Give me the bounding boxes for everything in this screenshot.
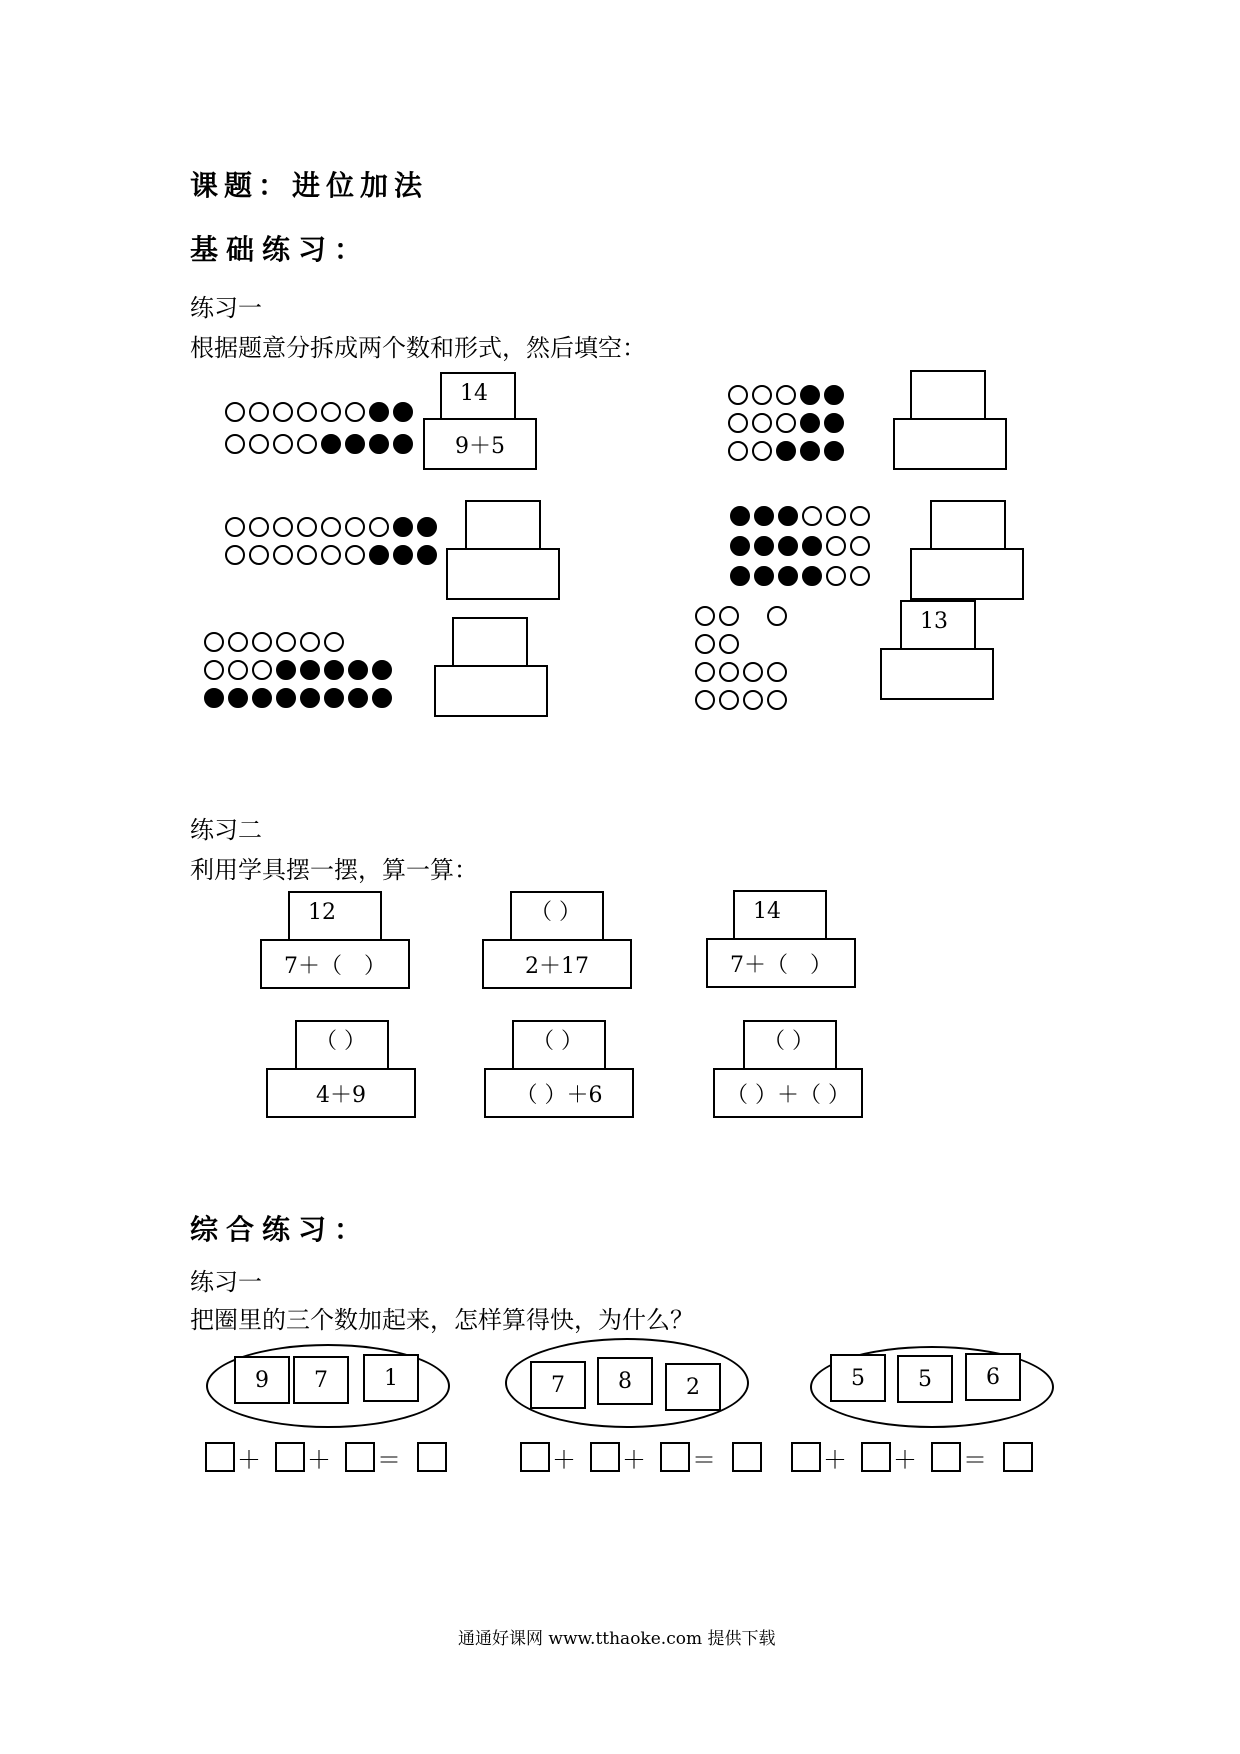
filled-circle <box>802 566 822 586</box>
exercise-1-instruction: 根据题意分拆成两个数和形式，然后填空： <box>190 334 646 362</box>
sum-box[interactable] <box>465 500 541 550</box>
filled-circle <box>754 566 774 586</box>
empty-circle <box>276 632 296 652</box>
answer-square[interactable] <box>520 1442 550 1472</box>
number-box: 8 <box>597 1357 653 1405</box>
filled-circle <box>824 413 844 433</box>
empty-circle <box>225 517 245 537</box>
number-box: 5 <box>830 1354 886 1402</box>
empty-circle <box>752 385 772 405</box>
empty-circle <box>743 690 763 710</box>
plus-sign: ＋ <box>823 1446 847 1474</box>
empty-circle <box>297 402 317 422</box>
empty-circle <box>324 632 344 652</box>
empty-circle <box>752 441 772 461</box>
empty-circle <box>369 517 389 537</box>
empty-circle <box>273 545 293 565</box>
empty-circle <box>850 506 870 526</box>
answer-square[interactable] <box>660 1442 690 1472</box>
sum-box[interactable]: 14 <box>440 372 516 422</box>
filled-circle <box>417 517 437 537</box>
empty-circle <box>728 385 748 405</box>
empty-circle <box>826 506 846 526</box>
empty-circle <box>826 566 846 586</box>
filled-circle <box>372 688 392 708</box>
filled-circle <box>393 545 413 565</box>
number-box: 7 <box>293 1356 349 1404</box>
filled-circle <box>345 434 365 454</box>
empty-circle <box>297 434 317 454</box>
empty-circle <box>802 506 822 526</box>
empty-circle <box>225 434 245 454</box>
addends-box[interactable] <box>446 548 560 600</box>
filled-circle <box>252 688 272 708</box>
addends-box[interactable] <box>893 418 1007 470</box>
filled-circle <box>369 434 389 454</box>
empty-circle <box>695 606 715 626</box>
empty-circle <box>719 634 739 654</box>
filled-circle <box>754 536 774 556</box>
empty-circle <box>345 402 365 422</box>
empty-circle <box>776 413 796 433</box>
filled-circle <box>204 688 224 708</box>
addends-box[interactable] <box>434 665 548 717</box>
empty-circle <box>297 545 317 565</box>
empty-circle <box>743 662 763 682</box>
filled-circle <box>824 441 844 461</box>
filled-circle <box>393 434 413 454</box>
filled-circle <box>800 413 820 433</box>
filled-circle <box>348 660 368 680</box>
empty-circle <box>249 545 269 565</box>
filled-circle <box>730 566 750 586</box>
filled-circle <box>730 506 750 526</box>
exercise-2-label: 练习二 <box>190 816 262 844</box>
number-box: 1 <box>363 1354 419 1402</box>
empty-circle <box>719 606 739 626</box>
empty-circle <box>228 632 248 652</box>
empty-circle <box>249 402 269 422</box>
empty-circle <box>300 632 320 652</box>
plus-sign: ＋ <box>622 1446 646 1474</box>
filled-circle <box>393 402 413 422</box>
empty-circle <box>728 413 748 433</box>
filled-circle <box>824 385 844 405</box>
empty-circle <box>249 517 269 537</box>
empty-circle <box>252 632 272 652</box>
empty-circle <box>249 434 269 454</box>
filled-circle <box>276 688 296 708</box>
equation-box[interactable]: （ ）＋（ ） <box>713 1068 863 1118</box>
empty-circle <box>728 441 748 461</box>
comprehensive-section-heading: 综合练习： <box>190 1213 371 1246</box>
equals-sign: ＝ <box>963 1446 987 1474</box>
sum-box[interactable] <box>910 370 986 420</box>
number-box: 5 <box>897 1355 953 1403</box>
filled-circle <box>800 441 820 461</box>
sum-box[interactable] <box>452 617 528 667</box>
empty-circle <box>228 660 248 680</box>
number-box: 9 <box>234 1356 290 1404</box>
empty-circle <box>719 690 739 710</box>
filled-circle <box>802 536 822 556</box>
empty-circle <box>297 517 317 537</box>
answer-square[interactable] <box>345 1442 375 1472</box>
empty-circle <box>850 536 870 556</box>
filled-circle <box>730 536 750 556</box>
filled-circle <box>369 545 389 565</box>
empty-circle <box>776 385 796 405</box>
filled-circle <box>348 688 368 708</box>
sum-box[interactable]: 13 <box>900 600 976 650</box>
sum-box[interactable] <box>930 500 1006 550</box>
sum-box[interactable]: （ ） <box>743 1020 837 1070</box>
empty-circle <box>719 662 739 682</box>
page-title: 课题：进位加法 <box>190 169 429 202</box>
number-box: 2 <box>665 1363 721 1411</box>
equation-box[interactable]: 7＋（ ） <box>706 938 856 988</box>
empty-circle <box>204 660 224 680</box>
equals-sign: ＝ <box>692 1446 716 1474</box>
answer-square[interactable] <box>205 1442 235 1472</box>
addends-box[interactable]: 9＋5 <box>423 418 537 470</box>
answer-square[interactable] <box>931 1442 961 1472</box>
empty-circle <box>767 690 787 710</box>
filled-circle <box>417 545 437 565</box>
filled-circle <box>324 688 344 708</box>
filled-circle <box>372 660 392 680</box>
sum-box[interactable]: （ ） <box>512 1020 606 1070</box>
empty-circle <box>695 690 715 710</box>
exercise-2-instruction: 利用学具摆一摆，算一算： <box>190 856 478 884</box>
empty-circle <box>695 634 715 654</box>
empty-circle <box>767 606 787 626</box>
filled-circle <box>800 385 820 405</box>
empty-circle <box>695 662 715 682</box>
empty-circle <box>345 545 365 565</box>
number-box: 7 <box>530 1361 586 1409</box>
basic-section-heading: 基础练习： <box>190 233 371 266</box>
answer-square[interactable] <box>861 1442 891 1472</box>
sum-box[interactable]: （ ） <box>510 891 604 941</box>
empty-circle <box>252 660 272 680</box>
filled-circle <box>300 688 320 708</box>
equation-box[interactable]: 4＋9 <box>266 1068 416 1118</box>
filled-circle <box>369 402 389 422</box>
empty-circle <box>321 545 341 565</box>
answer-square[interactable] <box>1003 1442 1033 1472</box>
filled-circle <box>228 688 248 708</box>
exercise-1-label: 练习一 <box>190 294 262 322</box>
filled-circle <box>754 506 774 526</box>
equals-sign: ＝ <box>377 1446 401 1474</box>
empty-circle <box>752 413 772 433</box>
comprehensive-exercise-label: 练习一 <box>190 1268 262 1296</box>
empty-circle <box>204 632 224 652</box>
filled-circle <box>393 517 413 537</box>
empty-circle <box>273 434 293 454</box>
addends-box[interactable] <box>880 648 994 700</box>
equation-box[interactable]: （ ）＋6 <box>484 1068 634 1118</box>
empty-circle <box>321 517 341 537</box>
empty-circle <box>321 402 341 422</box>
filled-circle <box>778 536 798 556</box>
empty-circle <box>225 402 245 422</box>
equation-box[interactable]: 2＋17 <box>482 939 632 989</box>
sum-box[interactable]: （ ） <box>295 1020 389 1070</box>
empty-circle <box>767 662 787 682</box>
equation-box[interactable]: 7＋（ ） <box>260 939 410 989</box>
filled-circle <box>776 441 796 461</box>
filled-circle <box>324 660 344 680</box>
answer-square[interactable] <box>417 1442 447 1472</box>
empty-circle <box>273 517 293 537</box>
empty-circle <box>826 536 846 556</box>
answer-square[interactable] <box>732 1442 762 1472</box>
filled-circle <box>778 566 798 586</box>
filled-circle <box>300 660 320 680</box>
footer-credit: 通通好课网 www.tthaoke.com 提供下载 <box>458 1629 776 1649</box>
empty-circle <box>273 402 293 422</box>
filled-circle <box>276 660 296 680</box>
sum-box[interactable]: 12 <box>288 891 382 941</box>
empty-circle <box>225 545 245 565</box>
filled-circle <box>778 506 798 526</box>
addends-box[interactable] <box>910 548 1024 600</box>
empty-circle <box>850 566 870 586</box>
plus-sign: ＋ <box>237 1446 261 1474</box>
filled-circle <box>321 434 341 454</box>
empty-circle <box>345 517 365 537</box>
number-box: 6 <box>965 1353 1021 1401</box>
plus-sign: ＋ <box>307 1446 331 1474</box>
answer-square[interactable] <box>590 1442 620 1472</box>
sum-box[interactable]: 14 <box>733 890 827 940</box>
comprehensive-instruction: 把圈里的三个数加起来，怎样算得快，为什么？ <box>190 1306 694 1334</box>
answer-square[interactable] <box>275 1442 305 1472</box>
answer-square[interactable] <box>791 1442 821 1472</box>
plus-sign: ＋ <box>552 1446 576 1474</box>
plus-sign: ＋ <box>893 1446 917 1474</box>
